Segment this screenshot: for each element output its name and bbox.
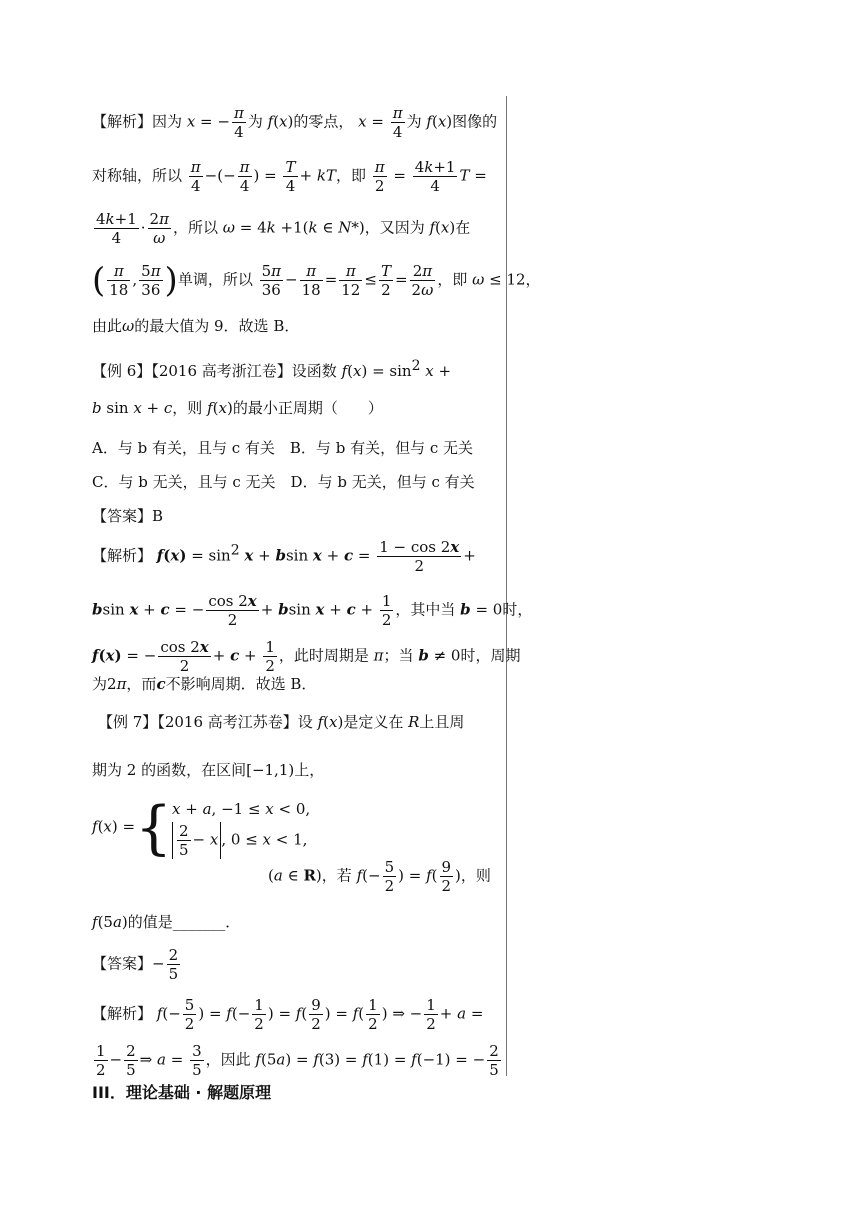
text: ，此时周期是 — [278, 646, 369, 665]
piecewise-function: f(x) ={ x + a, −1 ≤ x < 0, $\frac{2}{5}$ − x , 0 ≤ x < 1, — [92, 793, 311, 862]
analysis-2-line-2: bsin x + c = − $\frac{\cos 2x}{2}$ + bsin x + c + $\frac{1}{2}$ ，其中当 b = 0时， — [92, 592, 533, 629]
analysis-line-2: 对称轴，所以 $\frac{\pi}{4}$ −(− $\frac{\pi}{4}$ ) = $\frac{T}{4}$ + kT，即 $\frac{\pi}{2}$ = $\frac{4k+1}{4}$ T = — [92, 158, 487, 195]
text: ，所以 — [172, 218, 218, 237]
text: ，即 — [335, 166, 366, 185]
example-6-line-1: 【例 6】【2016 高考浙江卷】设函数 $f(x) = \sin^2 x$ + — [92, 358, 452, 380]
analysis-3-line-1: 【解析】 f(− $\frac{5}{2}$ ) = f(− $\frac{1}{2}$ ) = f( $\frac{9}{2}$ ) = f( $\frac{1}{2}$ ) ⇒ − $\frac{1}{2}$ + a = — [92, 996, 484, 1033]
analysis-2-line-1: 【解析】 $f(x) = \sin^2 x + bsin$ x + c = $\frac{1 - \cos 2x}{2}$ + — [92, 538, 476, 575]
option-ab: A．与 b 有关，且与 c 有关 B．与 b 有关，但与 c 无关 — [92, 439, 474, 457]
text: 的零点， — [293, 112, 354, 131]
text: ，则 — [460, 866, 491, 885]
text: 为 — [406, 112, 422, 131]
text: 对称轴，所以 — [92, 166, 183, 185]
analysis-2-line-4: 为2π，而c不影响周期．故选 B． — [92, 675, 317, 693]
text: 上， — [294, 761, 325, 779]
text: 的值是_______． — [127, 913, 241, 931]
example-7-condition: (a ∈ R)，若 f(− $\frac{5}{2}$ ) = f( $\frac{9}{2}$ )，则 — [268, 858, 491, 895]
column-rule — [506, 96, 507, 1076]
text: 由此 — [92, 317, 123, 335]
text: 期为 2 的函数，在区间 — [92, 761, 247, 779]
text: 图像的 — [452, 112, 498, 131]
analysis-line-3: $\frac{4k+1}{4}$ · $\frac{2\pi}{\omega}$ ，所以 ω = 4k +1(k ∈ N*)，又因为 f(x)在 — [96, 210, 471, 247]
analysis-label: 【解析】 — [92, 112, 153, 131]
text: 时， — [502, 600, 533, 619]
answer-7: 【答案】− $\frac{2}{5}$ — [92, 946, 179, 983]
example-6-line-2: b sin x + c，则 f(x)的最小正周期（ ） — [92, 399, 383, 417]
text: 上且周 — [419, 713, 465, 731]
analysis-3-line-2: $\frac{1}{2}$ − $\frac{2}{5}$ ⇒ a = $\frac{3}{5}$ ，因此 f(5a) = f(3) = f(1) = f(−1) = − $\frac{2}{5}$ — [96, 1042, 499, 1079]
answer-value: B — [152, 507, 164, 525]
text: 的最小正周期（ ） — [232, 399, 383, 417]
text: ，则 — [172, 399, 203, 417]
text: 不影响周期．故选 B． — [165, 675, 317, 693]
answer-label: 【答案】 — [92, 507, 153, 525]
analysis-2-line-3: f(x) = − $\frac{\cos 2x}{2}$ + c + $\frac{1}{2}$ ，此时周期是 π；当 b ≠ 0时，周期 — [92, 638, 521, 675]
text: ，若 — [321, 866, 352, 885]
text: 因为 — [152, 112, 183, 131]
text: ，而 — [126, 675, 157, 693]
text: ，即 — [437, 270, 468, 289]
section-heading: III．理论基础 · 解题原理 — [92, 1083, 272, 1102]
text: ；当 — [383, 646, 414, 665]
analysis-label: 【解析】 — [92, 1004, 153, 1023]
answer-label: 【答案】 — [92, 954, 153, 973]
text: 设函数 — [291, 362, 337, 380]
text: ，又因为 — [364, 218, 425, 237]
text: 在 — [455, 218, 471, 237]
analysis-line-1: 【解析】因为 x = − $\frac{\pi}{4}$ 为 f(x)的零点， x = $\frac{\pi}{4}$ 为 f(x)图像的 — [92, 104, 498, 141]
example-7-line-2: 期为 2 的函数，在区间[−1,1)上， — [92, 761, 325, 779]
example-7-line-1: 【例 7】【2016 高考江苏卷】设 f(x)是定义在 R上且周 — [98, 713, 465, 731]
analysis-label: 【解析】 — [92, 546, 153, 565]
text: 单调，所以 — [177, 270, 253, 289]
option-cd: C．与 b 无关，且与 c 无关 D．与 b 无关，但与 c 有关 — [92, 473, 475, 491]
text: 的最大值为 9．故选 B． — [134, 317, 300, 335]
text: ，其中当 — [395, 600, 456, 619]
text: 设 — [297, 713, 313, 731]
example-6-source: 【2016 高考浙江卷】 — [151, 362, 292, 380]
example-6-label: 【例 6】 — [92, 362, 152, 380]
example-7-label: 【例 7】 — [98, 713, 158, 731]
text: 时，周期 — [460, 646, 521, 665]
analysis-line-4: ( $\frac{\pi}{18}$ , $\frac{5\pi}{36}$ )单调，所以 $\frac{5\pi}{36}$ − $\frac{\pi}{18}$ = $\frac{\pi}{12}$ ≤ $\frac{T}{2}$ = $\frac{2\pi}{2\omega}$ ，即 ω ≤ 12， — [92, 260, 541, 301]
example-7-source: 【2016 高考江苏卷】 — [157, 713, 298, 731]
text: 为 — [247, 112, 263, 131]
text: 是定义在 — [343, 713, 404, 731]
text: ，因此 — [205, 1050, 251, 1069]
example-7-line-4: f(5a)的值是_______． — [92, 913, 241, 931]
text: 为 — [92, 675, 108, 693]
answer-6 — [92, 506, 163, 526]
analysis-line-5: 由此ω的最大值为 9．故选 B． — [92, 317, 300, 335]
